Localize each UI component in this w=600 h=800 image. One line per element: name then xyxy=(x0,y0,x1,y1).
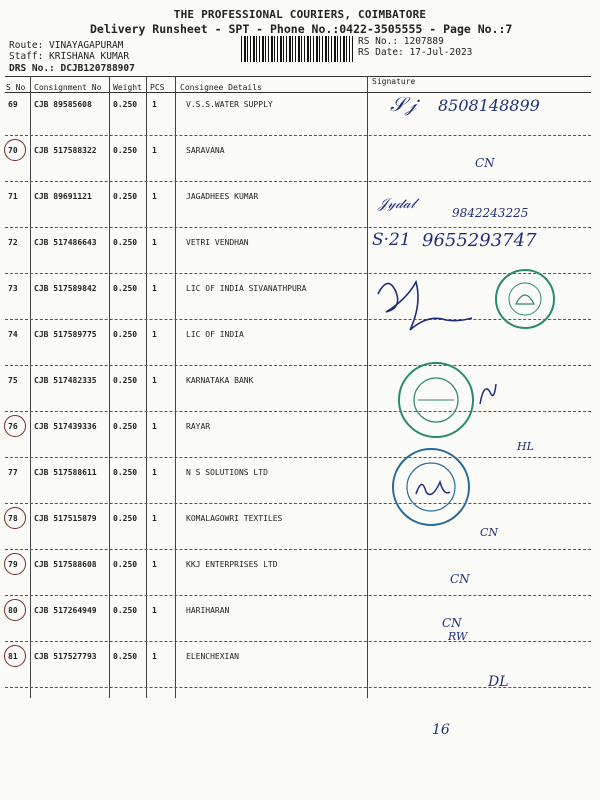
handwritten-note: 16 xyxy=(432,722,450,738)
row-pcs: 1 xyxy=(152,652,157,661)
row-consignee: JAGADHEES KUMAR xyxy=(186,192,259,201)
row-pcs: 1 xyxy=(152,560,157,569)
row-weight: 0.250 xyxy=(113,192,138,201)
row-consignment: CJB 89585608 xyxy=(34,100,92,109)
table-row xyxy=(0,652,600,698)
row-pcs: 1 xyxy=(152,468,157,477)
row-separator xyxy=(5,181,591,182)
row-pcs: 1 xyxy=(152,284,157,293)
barcode xyxy=(241,36,353,62)
handwritten-signature xyxy=(476,378,500,408)
col-header-details: Consignee Details xyxy=(180,83,262,92)
col-header-weight: Weight xyxy=(113,83,142,92)
row-pcs: 1 xyxy=(152,100,157,109)
handwritten-note: CN xyxy=(475,156,495,170)
handwritten-note: DL xyxy=(488,674,509,690)
row-sno: 75 xyxy=(8,376,18,385)
row-consignment: CJB 517439336 xyxy=(34,422,97,431)
route-label: Route: VINAYAGAPURAM xyxy=(9,40,124,51)
drs-number: DRS No.: DCJB120788907 xyxy=(9,63,135,74)
row-sno: 69 xyxy=(8,100,18,109)
row-weight: 0.250 xyxy=(113,468,138,477)
handwritten-phone: 9655293747 xyxy=(422,230,537,251)
row-consignee: KOMALAGOWRI TEXTILES xyxy=(186,514,283,523)
row-consignee: N S SOLUTIONS LTD xyxy=(186,468,268,477)
row-consignment: CJB 517482335 xyxy=(34,376,97,385)
row-sno: 73 xyxy=(8,284,18,293)
row-consignment: CJB 517588322 xyxy=(34,146,97,155)
row-consignee: VETRI VENDHAN xyxy=(186,238,249,247)
row-sno: 81 xyxy=(8,652,18,661)
row-consignee: LIC OF INDIA xyxy=(186,330,244,339)
row-pcs: 1 xyxy=(152,146,157,155)
table-row xyxy=(0,606,600,652)
row-weight: 0.250 xyxy=(113,422,138,431)
row-separator xyxy=(5,273,591,274)
row-pcs: 1 xyxy=(152,330,157,339)
handwritten-phone: 9842243225 xyxy=(452,206,529,220)
rs-number: RS No.: 1207889 xyxy=(358,36,444,47)
row-pcs: 1 xyxy=(152,376,157,385)
handwritten-phone: 8508148899 xyxy=(438,96,540,115)
row-consignment: CJB 517264949 xyxy=(34,606,97,615)
table-row xyxy=(0,422,600,468)
row-weight: 0.250 xyxy=(113,514,138,523)
row-sno: 78 xyxy=(8,514,18,523)
handwritten-note: CN xyxy=(442,616,462,630)
row-pcs: 1 xyxy=(152,514,157,523)
row-consignee: KKJ ENTERPRISES LTD xyxy=(186,560,278,569)
lic-stamp xyxy=(494,268,556,330)
row-weight: 0.250 xyxy=(113,284,138,293)
row-separator xyxy=(5,411,591,412)
row-separator xyxy=(5,641,591,642)
handwritten-signature: 𝒮𝒿 xyxy=(390,92,417,116)
row-sno: 70 xyxy=(8,146,18,155)
row-consignment: CJB 517589842 xyxy=(34,284,97,293)
col-header-sno: S No xyxy=(6,83,26,92)
row-weight: 0.250 xyxy=(113,560,138,569)
row-weight: 0.250 xyxy=(113,146,138,155)
row-consignment: CJB 517588608 xyxy=(34,560,97,569)
row-consignment: CJB 89691121 xyxy=(34,192,92,201)
row-sno: 80 xyxy=(8,606,18,615)
col-header-pcs: PCS xyxy=(150,83,165,92)
handwritten-signature: 𝒥𝓎𝒹𝒶𝓁 xyxy=(378,196,416,212)
row-consignment: CJB 517589775 xyxy=(34,330,97,339)
row-consignee: HARIHARAN xyxy=(186,606,230,615)
table-row xyxy=(0,146,600,192)
row-separator xyxy=(5,227,591,228)
rs-date: RS Date: 17-Jul-2023 xyxy=(358,47,473,58)
handwritten-note: CN xyxy=(450,572,470,586)
row-consignment: CJB 517588611 xyxy=(34,468,97,477)
row-weight: 0.250 xyxy=(113,330,138,339)
table-row xyxy=(0,376,600,422)
row-pcs: 1 xyxy=(152,238,157,247)
handwritten-note: RW xyxy=(448,630,468,643)
row-consignment: CJB 517527793 xyxy=(34,652,97,661)
row-sno: 74 xyxy=(8,330,18,339)
row-weight: 0.250 xyxy=(113,376,138,385)
row-consignment: CJB 517486643 xyxy=(34,238,97,247)
row-weight: 0.250 xyxy=(113,606,138,615)
handwritten-signature xyxy=(372,274,482,340)
table-row xyxy=(0,514,600,560)
header-bottom-rule xyxy=(5,92,591,93)
row-sno: 72 xyxy=(8,238,18,247)
col-header-consignment: Consignment No xyxy=(34,83,102,92)
row-consignee: SARAVANA xyxy=(186,146,225,155)
runsheet-subtitle: Delivery Runsheet - SPT - Phone No.:0422-3505555 - Page No.:7 xyxy=(90,22,513,36)
row-consignee: LIC OF INDIA SIVANATHPURA xyxy=(186,284,307,293)
handwritten-note: HL xyxy=(517,440,534,453)
table-top-rule xyxy=(5,76,591,77)
row-weight: 0.250 xyxy=(113,100,138,109)
row-sno: 77 xyxy=(8,468,18,477)
row-pcs: 1 xyxy=(152,422,157,431)
row-pcs: 1 xyxy=(152,606,157,615)
row-separator xyxy=(5,595,591,596)
row-consignee: KARNATAKA BANK xyxy=(186,376,254,385)
row-sno: 71 xyxy=(8,192,18,201)
col-header-signature: Signature xyxy=(372,77,416,86)
row-separator xyxy=(5,457,591,458)
row-sno: 76 xyxy=(8,422,18,431)
row-consignment: CJB 517515879 xyxy=(34,514,97,523)
row-separator xyxy=(5,549,591,550)
row-consignee: RAYAR xyxy=(186,422,211,431)
table-row xyxy=(0,560,600,606)
row-weight: 0.250 xyxy=(113,652,138,661)
row-pcs: 1 xyxy=(152,192,157,201)
handwritten-signature xyxy=(412,474,452,504)
row-sno: 79 xyxy=(8,560,18,569)
handwritten-phone: S·21 xyxy=(372,230,411,250)
table-row xyxy=(0,330,600,376)
company-title: THE PROFESSIONAL COURIERS, COIMBATORE xyxy=(173,8,427,21)
karnataka-bank-stamp xyxy=(396,360,476,440)
row-consignee: ELENCHEXIAN xyxy=(186,652,239,661)
row-separator xyxy=(5,135,591,136)
row-separator xyxy=(5,365,591,366)
row-weight: 0.250 xyxy=(113,238,138,247)
staff-label: Staff: KRISHANA KUMAR xyxy=(9,51,130,62)
row-consignee: V.S.S.WATER SUPPLY xyxy=(186,100,273,109)
row-separator xyxy=(5,503,591,504)
handwritten-note: CN xyxy=(480,526,499,539)
table-row xyxy=(0,468,600,514)
